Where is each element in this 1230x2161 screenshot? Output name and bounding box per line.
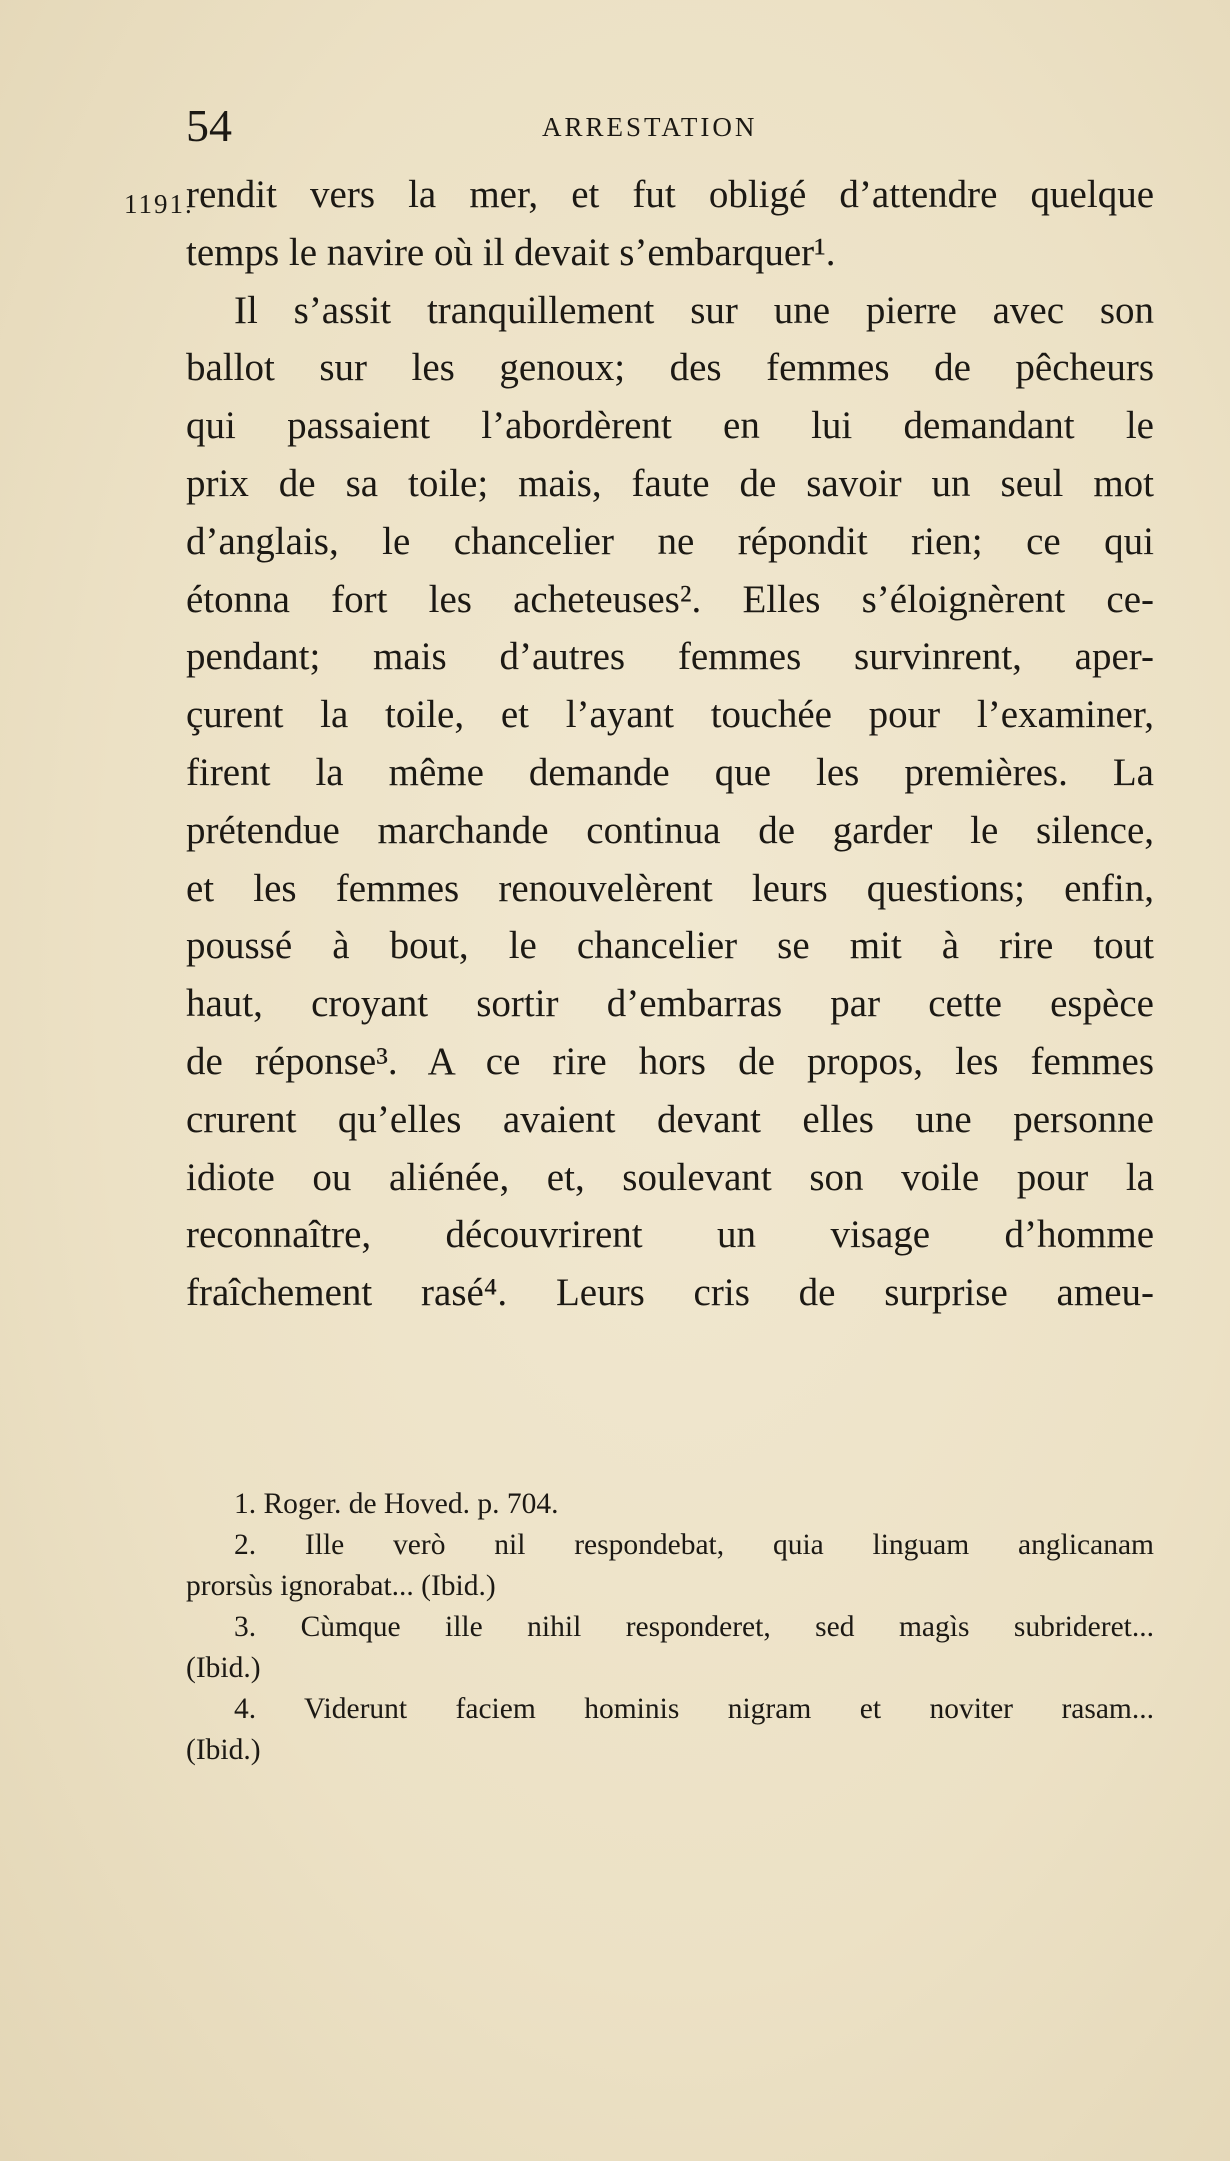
- text-line: rendit vers la mer, et fut obligé d’attendre quelque: [186, 173, 1154, 216]
- footnote-1: 1. Roger. de Hoved. p. 704.: [234, 1488, 559, 1520]
- running-head: [186, 96, 1156, 156]
- footnote-4-cont: (Ibid.): [186, 1734, 261, 1766]
- text-line: pendant; mais d’autres femmes survinrent, aper-: [186, 635, 1154, 679]
- text-line: ballot sur les genoux; des femmes de pêcheurs: [186, 346, 1154, 390]
- text-line: étonna fort les acheteuses². Elles s’éloignèrent ce-: [186, 577, 1154, 621]
- footnote-2-cont: prorsùs ignorabat... (Ibid.): [186, 1570, 496, 1602]
- text-line: firent la même demande que les premières. La: [186, 750, 1154, 794]
- text-line: et les femmes renouvelèrent leurs questions; enfin,: [186, 866, 1154, 910]
- text-line: haut, croyant sortir d’embarras par cette espèce: [186, 982, 1154, 1026]
- text-line: fraîchement rasé⁴. Leurs cris de surprise ameu-: [186, 1271, 1154, 1315]
- text-line: de réponse³. A ce rire hors de propos, les femmes: [186, 1039, 1154, 1083]
- text-line: çurent la toile, et l’ayant touchée pour l’examiner,: [186, 693, 1154, 737]
- text-line: reconnaître, découvrirent un visage d’homme: [186, 1213, 1154, 1257]
- footnote-3-cont: (Ibid.): [186, 1652, 261, 1684]
- text-line: d’anglais, le chancelier ne répondit rien; ce qui: [186, 519, 1154, 563]
- footnotes: [186, 1484, 1154, 1771]
- running-title: ARRESTATION: [542, 112, 758, 142]
- page-number: 54: [186, 100, 232, 151]
- text-line: qui passaient l’abordèrent en lui demandant le: [186, 404, 1154, 448]
- text-line: prétendue marchande continua de garder le silence,: [186, 808, 1154, 852]
- text-line: temps le navire où il devait s’embarquer¹.: [186, 230, 836, 274]
- footnote-2: 2. Ille verò nil respondebat, quia linguam anglicanam: [234, 1529, 1154, 1561]
- body-text: [186, 166, 1154, 1322]
- footnote-3: 3. Cùmque ille nihil responderet, sed magìs subrideret...: [234, 1611, 1154, 1643]
- text-line: prix de sa toile; mais, faute de savoir un seul mot: [186, 461, 1154, 505]
- text-line: crurent qu’elles avaient devant elles une personne: [186, 1097, 1154, 1141]
- text-line: idiote ou aliénée, et, soulevant son voile pour la: [186, 1155, 1154, 1199]
- text-line: Il s’assit tranquillement sur une pierre avec son: [234, 288, 1154, 332]
- footnote-4: 4. Viderunt faciem hominis nigram et noviter rasam...: [234, 1693, 1154, 1725]
- margin-year-note: 1191.: [124, 189, 194, 219]
- text-line: poussé à bout, le chancelier se mit à rire tout: [186, 924, 1154, 968]
